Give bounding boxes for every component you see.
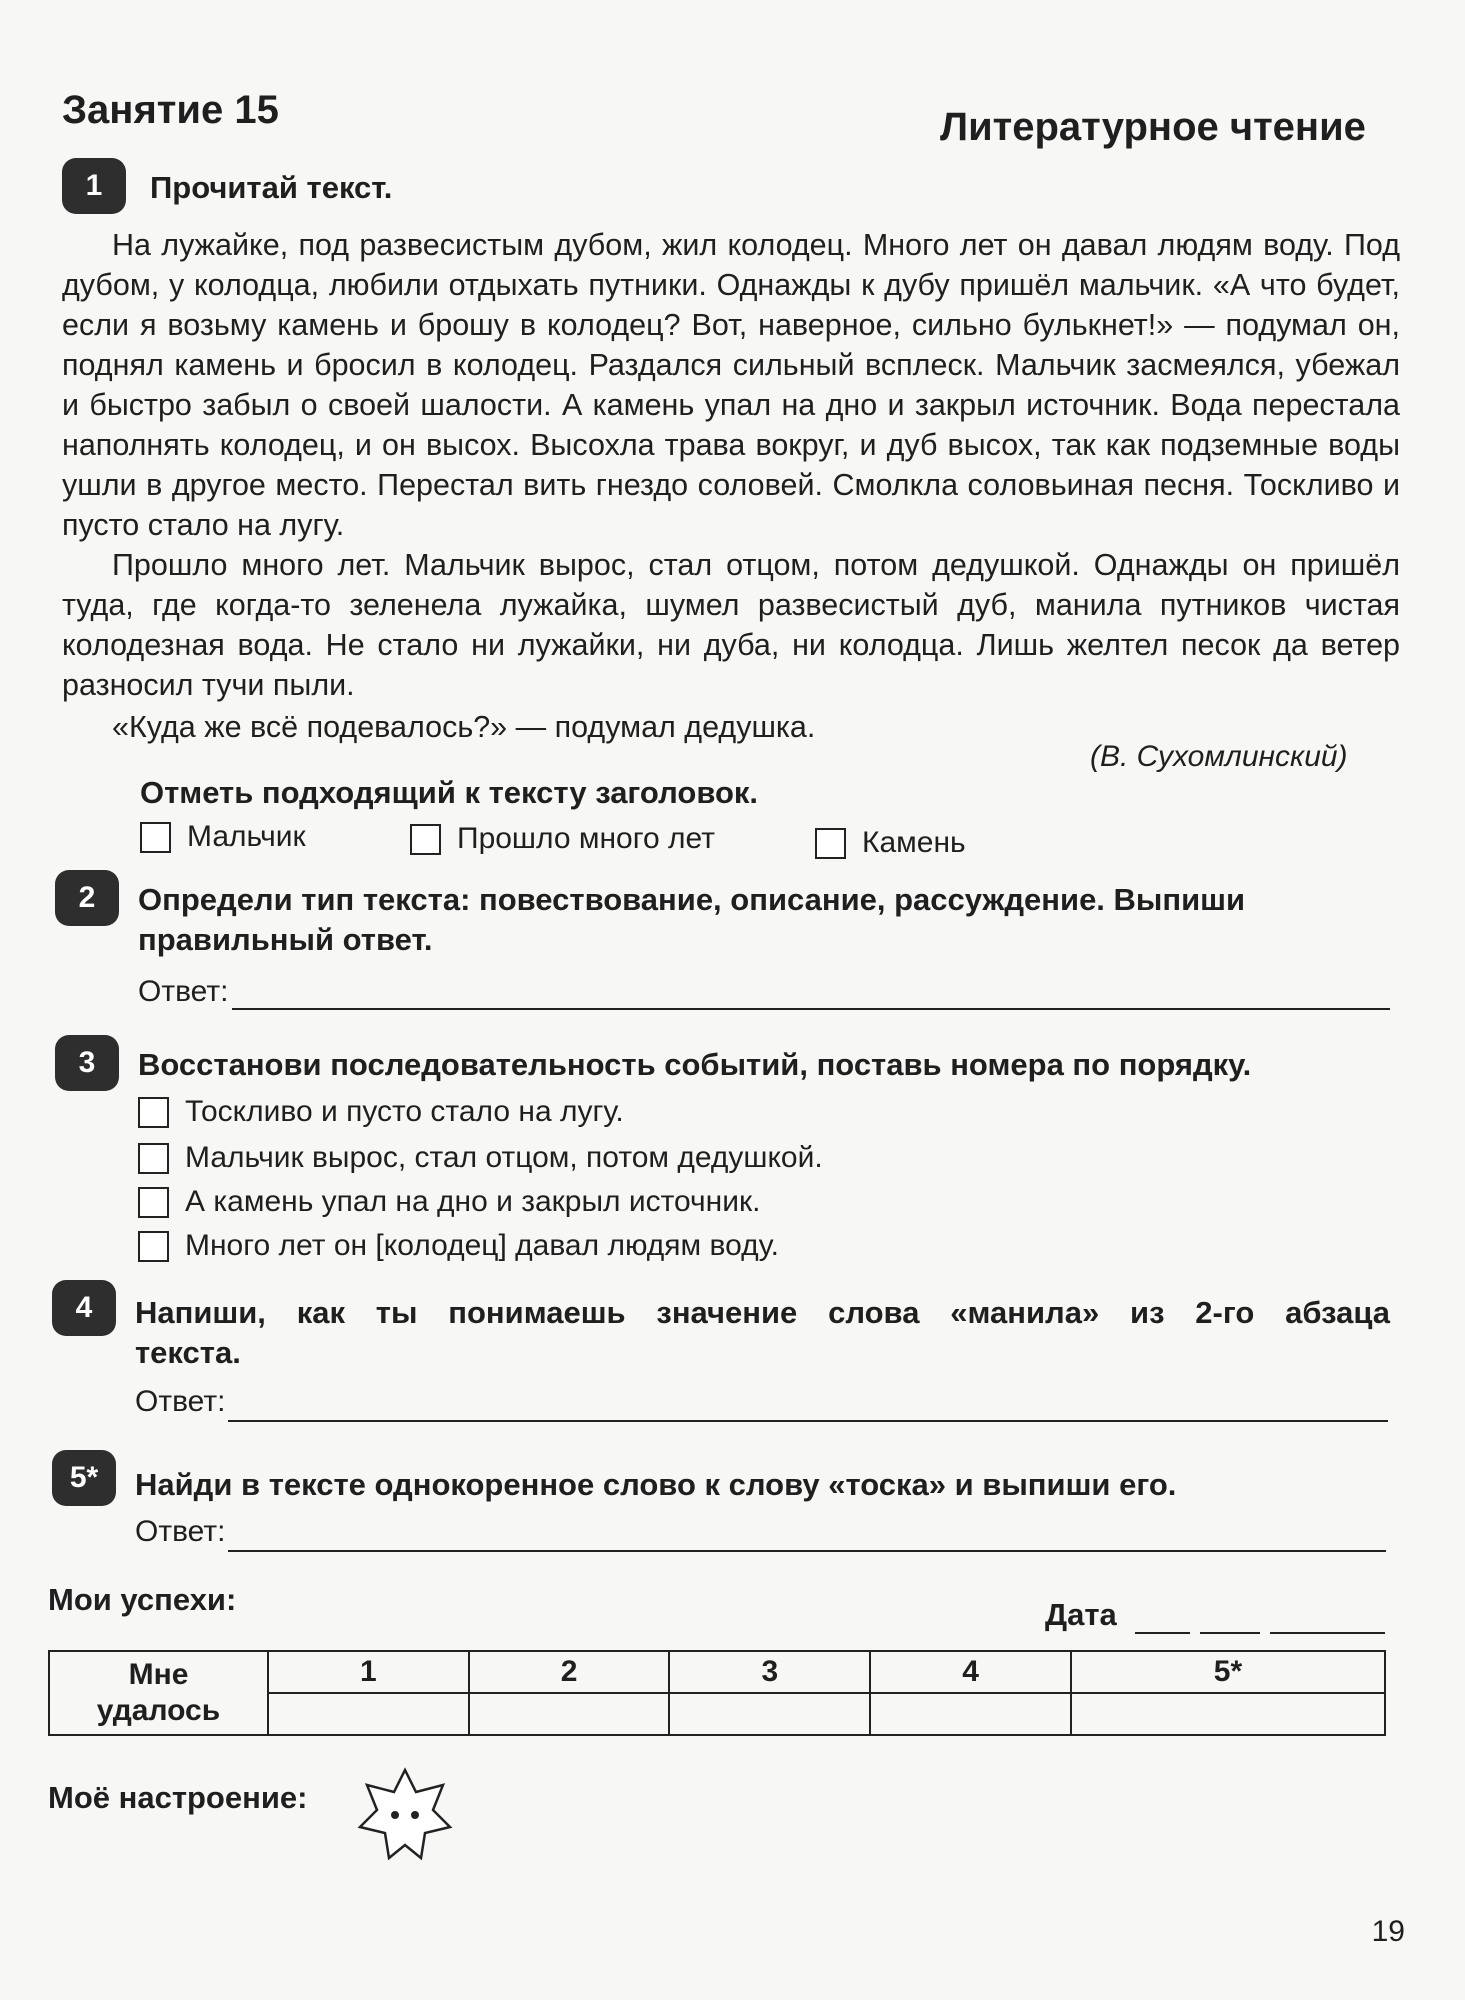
task2-title (138, 880, 1400, 960)
page-number: 19 (1371, 1915, 1405, 1948)
paragraph-3: «Куда же всё подевалось?» — подумал дедушка. (112, 710, 816, 744)
option-1-checkbox[interactable] (140, 822, 171, 853)
sequence-1-label: Тоскливо и пусто стало на лугу. (185, 1095, 624, 1128)
table-col-2: 2 (469, 1651, 670, 1693)
task4-answer-line[interactable] (228, 1420, 1388, 1422)
sequence-item-3[interactable] (138, 1185, 760, 1219)
task5-answer-label: Ответ: (135, 1515, 226, 1548)
mood-star-icon[interactable] (355, 1765, 455, 1865)
task1-subtask: Отметь подходящий к тексту заголовок. (140, 775, 759, 810)
task3-number-badge: 3 (55, 1035, 119, 1091)
score-cell-2[interactable] (469, 1693, 670, 1735)
task2-title-line2: правильный ответ. (138, 922, 433, 957)
option-3-checkbox[interactable] (815, 828, 846, 859)
title-option-1[interactable] (140, 820, 306, 854)
task3-title: Восстанови последовательность событий, поставь номера по порядку. (138, 1047, 1252, 1082)
table-col-4: 4 (870, 1651, 1071, 1693)
task4-title-line1: Напиши, как ты понимаешь значение слова «манила» из 2-го абзаца (135, 1295, 1390, 1330)
paragraph-2: Прошло много лет. Мальчик вырос, стал отцом, потом дедушкой. Однажды он пришёл туда, где когда-то зеленела лужайка, шумел развесистый дуб, манила путников чистая колодезная вода. Не стало ни лужайки, ни дуба, ни колодца. Лишь желтел песок да ветер разносил тучи пыли. (62, 548, 1400, 702)
option-2-label: Прошло много лет (457, 822, 715, 855)
sequence-3-box[interactable] (138, 1187, 169, 1218)
score-cell-1[interactable] (268, 1693, 469, 1735)
task4-answer-label: Ответ: (135, 1385, 226, 1418)
title-option-3[interactable] (815, 826, 966, 860)
task5-number-badge: 5* (52, 1450, 116, 1506)
title-option-2[interactable] (410, 822, 715, 856)
option-2-checkbox[interactable] (410, 824, 441, 855)
table-col-1: 1 (268, 1651, 469, 1693)
task4-number-badge: 4 (52, 1280, 116, 1336)
score-cell-4[interactable] (870, 1693, 1071, 1735)
sequence-item-2[interactable] (138, 1141, 823, 1175)
mood-label: Моё настроение: (48, 1780, 308, 1815)
task5-title: Найди в тексте однокоренное слово к слову «тоска» и выпиши его. (135, 1467, 1177, 1502)
date-month-line[interactable] (1200, 1632, 1260, 1634)
score-table (48, 1650, 1386, 1736)
paragraph-1: На лужайке, под развесистым дубом, жил колодец. Много лет он давал людям воду. Под дубом, у колодца, любили отдыхать путники. Однажды к дубу пришёл мальчик. «А что будет, если я возьму камень и брошу в колодец? Вот, наверное, сильно булькнет!» — подумал он, поднял камень и бросил в колодец. Раздался сильный всплеск. Мальчик засмеялся, убежал и быстро забыл о своей шалости. А камень упал на дно и закрыл источник. Вода перестала наполнять колодец, и он высох. Высохла трава вокруг, и дуб высох, так как подземные воды ушли в другое место. Перестал вить гнездо соловей. Смолкла соловьиная песня. Тоскливо и пусто стало на лугу. (62, 228, 1400, 542)
task5-answer-line[interactable] (228, 1550, 1386, 1552)
table-col-5: 5* (1071, 1651, 1385, 1693)
score-cell-5[interactable] (1071, 1693, 1385, 1735)
reading-text (62, 225, 1400, 747)
table-col-3: 3 (669, 1651, 870, 1693)
author: (В. Сухомлинский) (1090, 740, 1348, 773)
task4-title (135, 1293, 1390, 1373)
successes-label: Мои успехи: (48, 1582, 237, 1617)
sequence-2-label: Мальчик вырос, стал отцом, потом дедушкой. (185, 1141, 823, 1174)
sequence-item-4[interactable] (138, 1229, 779, 1263)
sequence-1-box[interactable] (138, 1097, 169, 1128)
task4-title-line2: текста. (135, 1335, 241, 1370)
sequence-item-1[interactable] (138, 1095, 624, 1129)
table-row-label: Мне удалось (49, 1651, 268, 1735)
sequence-4-label: Много лет он [колодец] давал людям воду. (185, 1229, 779, 1262)
subject-title: Литературное чтение (940, 105, 1366, 149)
sequence-2-box[interactable] (138, 1143, 169, 1174)
task2-number-badge: 2 (55, 870, 119, 926)
lesson-title: Занятие 15 (62, 88, 279, 132)
date-year-line[interactable] (1270, 1632, 1385, 1634)
task2-answer-label: Ответ: (138, 975, 229, 1008)
task2-title-line1: Определи тип текста: повествование, описание, рассуждение. Выпиши (138, 882, 1246, 917)
task2-answer-line[interactable] (232, 1008, 1390, 1010)
sequence-4-box[interactable] (138, 1231, 169, 1262)
task1-number-badge: 1 (62, 158, 126, 214)
score-cell-3[interactable] (669, 1693, 870, 1735)
option-3-label: Камень (862, 826, 966, 859)
task1-title: Прочитай текст. (150, 170, 393, 205)
date-day-line[interactable] (1135, 1632, 1190, 1634)
option-1-label: Мальчик (187, 820, 306, 853)
date-label: Дата (1045, 1597, 1117, 1632)
sequence-3-label: А камень упал на дно и закрыл источник. (185, 1185, 761, 1218)
